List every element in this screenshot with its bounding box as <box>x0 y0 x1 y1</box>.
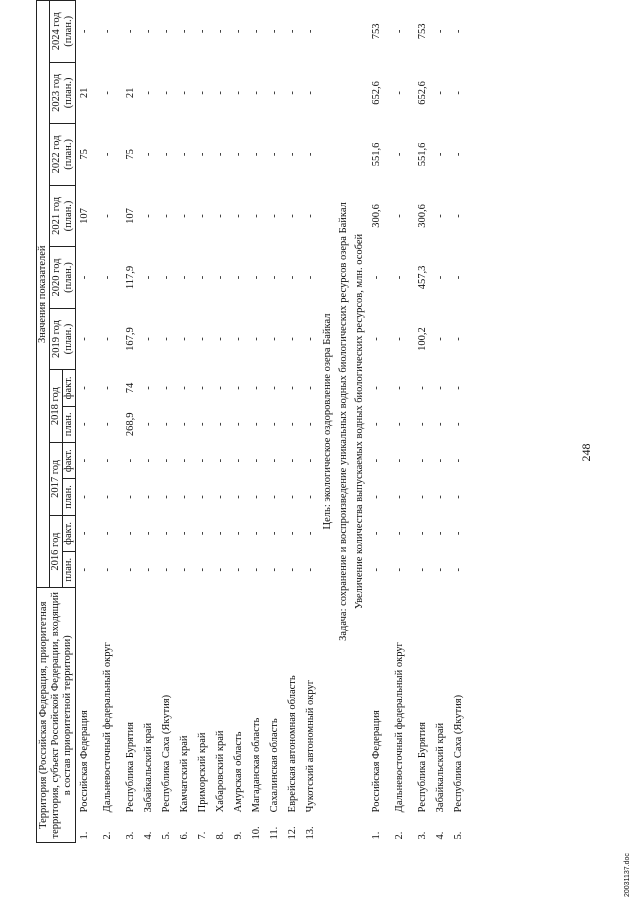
value-cell: 300,6 <box>417 204 428 228</box>
row-number: 1. <box>79 831 90 840</box>
value-cell: - <box>453 531 464 536</box>
value-cell: - <box>197 386 208 390</box>
value-cell: - <box>394 386 405 390</box>
value-cell: - <box>453 495 464 499</box>
value-cell: - <box>435 91 446 95</box>
value-cell: - <box>453 91 464 95</box>
value-cell: - <box>394 495 405 499</box>
value-cell: - <box>251 568 262 572</box>
value-cell: - <box>394 275 405 280</box>
value-cell: - <box>453 422 464 427</box>
header-territory: Территория (Российская Федерация, приоритетная территория, субъект Российской Федерации, входящий в состав приоритетной территории) <box>37 588 76 843</box>
value-cell: - <box>197 275 208 280</box>
value-cell: - <box>161 458 172 463</box>
value-cell: - <box>215 337 226 341</box>
table-row <box>122 1 140 843</box>
value-cell: - <box>102 568 113 572</box>
value-cell: - <box>102 214 113 218</box>
value-cell: - <box>435 568 446 572</box>
value-cell: - <box>102 458 113 463</box>
value-cell: - <box>179 568 190 572</box>
value-cell: - <box>79 531 90 536</box>
value-cell: - <box>453 29 464 34</box>
value-cell: - <box>161 275 172 280</box>
value-cell: - <box>197 422 208 427</box>
goal-text: Цель: экологическое оздоровление озера Байкал <box>322 313 333 530</box>
table-row <box>386 1 414 843</box>
value-cell: 753 <box>371 23 382 40</box>
table-row <box>414 1 432 843</box>
table-row <box>158 1 176 843</box>
value-cell: - <box>453 214 464 218</box>
territory-name: Забайкальский край <box>143 722 154 813</box>
indicator-text: Увеличение количества выпускаемых водных биологических ресурсов, млн. особей <box>354 233 365 610</box>
value-cell: 551,6 <box>371 142 382 167</box>
value-cell: - <box>435 337 446 341</box>
value-cell: 167,9 <box>125 327 136 351</box>
value-cell: - <box>125 568 136 572</box>
value-cell: 107 <box>125 208 136 224</box>
section2-body <box>368 1 468 843</box>
territory-name: Республика Бурятия <box>125 722 136 813</box>
value-cell: - <box>79 386 90 390</box>
value-cell: - <box>371 337 382 341</box>
value-cell: - <box>305 214 316 218</box>
table-row <box>432 1 450 843</box>
value-cell: - <box>251 214 262 218</box>
value-cell: - <box>371 495 382 499</box>
header-plan: план. <box>63 479 76 515</box>
value-cell: - <box>394 214 405 218</box>
value-cell: - <box>435 531 446 536</box>
value-cell: - <box>287 422 298 427</box>
value-cell: - <box>161 91 172 95</box>
row-number: 4. <box>435 831 446 840</box>
value-cell: - <box>102 275 113 280</box>
value-cell: - <box>435 495 446 499</box>
value-cell: - <box>287 214 298 218</box>
value-cell: - <box>233 458 244 463</box>
value-cell: - <box>197 214 208 218</box>
value-cell: - <box>269 386 280 390</box>
value-cell: - <box>197 91 208 95</box>
table-row <box>302 1 320 843</box>
value-cell: - <box>233 91 244 95</box>
value-cell: - <box>417 495 428 499</box>
value-cell: - <box>233 568 244 572</box>
value-cell: - <box>197 531 208 536</box>
territory-name: Магаданская область <box>251 717 262 813</box>
value-cell: - <box>417 531 428 536</box>
value-cell: - <box>143 337 154 341</box>
page-number: 248 <box>579 443 593 462</box>
value-cell: - <box>305 458 316 463</box>
value-cell: - <box>161 568 172 572</box>
value-cell: - <box>287 386 298 390</box>
header-2023: 2023 год (план.) <box>50 62 76 124</box>
value-cell: - <box>79 568 90 572</box>
row-number: 3. <box>417 831 428 840</box>
value-cell: - <box>102 531 113 536</box>
value-cell: - <box>161 29 172 34</box>
value-cell: 21 <box>79 87 90 99</box>
header-2022: 2022 год (план.) <box>50 124 76 186</box>
value-cell: - <box>435 29 446 34</box>
value-cell: - <box>305 495 316 499</box>
territory-name: Хабаровский край <box>215 730 226 813</box>
value-cell: - <box>287 91 298 95</box>
value-cell: - <box>269 29 280 34</box>
value-cell: - <box>102 152 113 157</box>
file-footer: 20031137.doc <box>624 853 631 897</box>
value-cell: - <box>435 214 446 218</box>
value-cell: - <box>197 568 208 572</box>
table-row <box>94 1 122 843</box>
value-cell: 551,6 <box>417 142 428 167</box>
value-cell: - <box>179 91 190 95</box>
value-cell: - <box>251 531 262 536</box>
value-cell: - <box>417 568 428 572</box>
value-cell: - <box>251 29 262 34</box>
row-number: 13. <box>305 826 316 840</box>
value-cell: - <box>125 458 136 463</box>
value-cell: - <box>251 422 262 427</box>
territory-name: Камчатский край <box>179 735 190 813</box>
header-2020: 2020 год (план.) <box>50 247 76 309</box>
value-cell: - <box>287 495 298 499</box>
value-cell: - <box>269 422 280 427</box>
table-row <box>284 1 302 843</box>
indicators-table <box>36 0 468 843</box>
value-cell: - <box>233 337 244 341</box>
value-cell: - <box>287 337 298 341</box>
value-cell: 21 <box>125 87 136 99</box>
value-cell: - <box>215 568 226 572</box>
value-cell: 652,6 <box>417 81 428 105</box>
row-number: 5. <box>161 831 172 840</box>
value-cell: - <box>102 337 113 341</box>
header-plan: план. <box>63 552 76 588</box>
value-cell: - <box>233 275 244 280</box>
value-cell: - <box>394 152 405 157</box>
value-cell: - <box>394 29 405 34</box>
table-row <box>176 1 194 843</box>
territory-name: Российская Федерация <box>371 710 382 813</box>
value-cell: - <box>435 422 446 427</box>
value-cell: - <box>102 91 113 95</box>
value-cell: - <box>197 458 208 463</box>
value-cell: - <box>179 458 190 463</box>
header-fact: факт. <box>63 515 76 551</box>
value-cell: 268,9 <box>125 412 136 437</box>
value-cell: - <box>269 214 280 218</box>
row-number: 2. <box>102 831 113 840</box>
value-cell: - <box>215 29 226 34</box>
value-cell: - <box>215 495 226 499</box>
value-cell: - <box>371 275 382 280</box>
value-cell: - <box>125 495 136 499</box>
value-cell: - <box>233 495 244 499</box>
header-2017: 2017 год <box>50 443 63 516</box>
value-cell: - <box>251 275 262 280</box>
value-cell: - <box>197 152 208 157</box>
value-cell: - <box>269 531 280 536</box>
territory-name: Дальневосточный федеральный округ <box>102 642 113 813</box>
value-cell: - <box>287 531 298 536</box>
value-cell: - <box>453 458 464 463</box>
header-fact: факт. <box>63 443 76 479</box>
value-cell: - <box>125 531 136 536</box>
value-cell: - <box>269 458 280 463</box>
row-number: 6. <box>179 831 190 840</box>
header-plan: план. <box>63 406 76 442</box>
value-cell: - <box>305 337 316 341</box>
value-cell: - <box>251 386 262 390</box>
value-cell: - <box>417 422 428 427</box>
value-cell: - <box>79 495 90 499</box>
value-cell: - <box>102 29 113 34</box>
value-cell: - <box>215 422 226 427</box>
header-fact: факт. <box>63 370 76 406</box>
value-cell: - <box>251 495 262 499</box>
value-cell: - <box>371 458 382 463</box>
value-cell: 753 <box>417 23 428 40</box>
territory-name: Республика Саха (Якутия) <box>161 694 172 813</box>
value-cell: 100,2 <box>417 327 428 351</box>
value-cell: - <box>161 337 172 341</box>
value-cell: - <box>102 386 113 390</box>
value-cell: - <box>179 152 190 157</box>
value-cell: - <box>394 531 405 536</box>
value-cell: - <box>79 422 90 427</box>
value-cell: - <box>371 568 382 572</box>
value-cell: 300,6 <box>371 204 382 228</box>
value-cell: - <box>233 152 244 157</box>
value-cell: - <box>394 458 405 463</box>
value-cell: - <box>143 386 154 390</box>
value-cell: - <box>102 495 113 499</box>
value-cell: - <box>251 91 262 95</box>
value-cell: - <box>161 495 172 499</box>
table-row <box>248 1 266 843</box>
value-cell: - <box>394 91 405 95</box>
table-row <box>368 1 386 843</box>
value-cell: - <box>233 29 244 34</box>
territory-name: Дальневосточный федеральный округ <box>394 642 405 813</box>
territory-name: Еврейская автономная область <box>287 675 298 813</box>
table-row <box>76 1 95 843</box>
row-number: 9. <box>233 831 244 840</box>
value-cell: - <box>197 29 208 34</box>
value-cell: - <box>215 152 226 157</box>
value-cell: - <box>125 29 136 34</box>
territory-name: Амурская область <box>233 731 244 813</box>
table-row <box>450 1 468 843</box>
value-cell: - <box>233 214 244 218</box>
value-cell: - <box>215 531 226 536</box>
value-cell: - <box>143 152 154 157</box>
value-cell: 457,3 <box>417 265 428 290</box>
row-number: 12. <box>287 826 298 840</box>
value-cell: - <box>79 275 90 280</box>
value-cell: - <box>453 337 464 341</box>
value-cell: - <box>179 337 190 341</box>
table-row <box>230 1 248 843</box>
value-cell: - <box>251 337 262 341</box>
value-cell: 75 <box>125 149 136 160</box>
value-cell: - <box>287 568 298 572</box>
value-cell: - <box>143 214 154 218</box>
value-cell: - <box>79 337 90 341</box>
value-cell: - <box>371 422 382 427</box>
value-cell: - <box>287 458 298 463</box>
value-cell: - <box>305 152 316 157</box>
value-cell: - <box>233 531 244 536</box>
value-cell: - <box>394 568 405 572</box>
value-cell: - <box>161 214 172 218</box>
value-cell: - <box>305 275 316 280</box>
value-cell: - <box>143 531 154 536</box>
territory-name: Чукотский автономный округ <box>305 679 316 813</box>
value-cell: - <box>269 152 280 157</box>
row-number: 2. <box>394 831 405 840</box>
value-cell: - <box>143 495 154 499</box>
value-cell: - <box>179 214 190 218</box>
value-cell: - <box>179 275 190 280</box>
value-cell: - <box>417 386 428 390</box>
value-cell: - <box>102 422 113 427</box>
value-cell: - <box>143 275 154 280</box>
header-2018: 2018 год <box>50 370 63 443</box>
value-cell: - <box>305 568 316 572</box>
row-number: 3. <box>125 831 136 840</box>
value-cell: - <box>269 495 280 499</box>
value-cell: - <box>305 386 316 390</box>
row-number: 4. <box>143 831 154 840</box>
value-cell: - <box>453 275 464 280</box>
header-2016: 2016 год <box>50 515 63 588</box>
value-cell: - <box>305 531 316 536</box>
value-cell: - <box>215 275 226 280</box>
value-cell: - <box>179 531 190 536</box>
value-cell: - <box>251 458 262 463</box>
value-cell: - <box>453 152 464 157</box>
value-cell: - <box>435 458 446 463</box>
table-row <box>266 1 284 843</box>
value-cell: - <box>215 458 226 463</box>
value-cell: - <box>143 29 154 34</box>
value-cell: - <box>143 458 154 463</box>
value-cell: - <box>287 275 298 280</box>
value-cell: - <box>215 214 226 218</box>
territory-name: Республика Саха (Якутия) <box>453 694 464 813</box>
table-row <box>194 1 212 843</box>
value-cell: - <box>161 386 172 390</box>
value-cell: - <box>269 275 280 280</box>
value-cell: 652,6 <box>371 81 382 105</box>
value-cell: - <box>215 386 226 390</box>
value-cell: - <box>371 386 382 390</box>
value-cell: - <box>179 422 190 427</box>
value-cell: - <box>394 337 405 341</box>
row-number: 10. <box>251 826 262 840</box>
territory-name: Забайкальский край <box>435 722 446 813</box>
task-text: Задача: сохранение и воспроизведение уникальных водных биологических ресурсов озера Байкал <box>338 202 349 641</box>
header-2024: 2024 год (план.) <box>50 1 76 63</box>
territory-name: Республика Бурятия <box>417 722 428 813</box>
value-cell: - <box>251 152 262 157</box>
value-cell: - <box>435 152 446 157</box>
value-cell: - <box>179 386 190 390</box>
value-cell: - <box>79 29 90 34</box>
header-2021: 2021 год (план.) <box>50 185 76 247</box>
section1-body <box>76 1 321 843</box>
section2-headings <box>320 1 368 843</box>
value-cell: - <box>79 458 90 463</box>
value-cell: - <box>143 568 154 572</box>
value-cell: - <box>197 495 208 499</box>
territory-name: Приморский край <box>197 732 208 813</box>
value-cell: - <box>161 152 172 157</box>
value-cell: - <box>269 568 280 572</box>
value-cell: 74 <box>125 382 136 394</box>
header-values: Значения показателей <box>37 1 50 588</box>
value-cell: - <box>394 422 405 427</box>
value-cell: - <box>161 422 172 427</box>
value-cell: 107 <box>79 208 90 224</box>
row-number: 1. <box>371 831 382 840</box>
value-cell: - <box>435 386 446 390</box>
row-number: 7. <box>197 831 208 840</box>
value-cell: - <box>143 422 154 427</box>
value-cell: - <box>417 458 428 463</box>
value-cell: - <box>287 152 298 157</box>
table-row <box>212 1 230 843</box>
territory-name: Сахалинская область <box>269 718 280 813</box>
value-cell: - <box>269 91 280 95</box>
value-cell: - <box>453 568 464 572</box>
value-cell: - <box>161 531 172 536</box>
table-row <box>140 1 158 843</box>
value-cell: - <box>233 386 244 390</box>
value-cell: - <box>197 337 208 341</box>
row-number: 5. <box>453 831 464 840</box>
header-2019: 2019 год (план.) <box>50 308 76 370</box>
value-cell: - <box>435 275 446 280</box>
value-cell: 117,9 <box>125 265 136 290</box>
value-cell: - <box>305 422 316 427</box>
value-cell: - <box>305 29 316 34</box>
value-cell: - <box>215 91 226 95</box>
value-cell: - <box>143 91 154 95</box>
row-number: 8. <box>215 831 226 840</box>
value-cell: - <box>287 29 298 34</box>
value-cell: - <box>179 29 190 34</box>
value-cell: 75 <box>79 149 90 160</box>
value-cell: - <box>233 422 244 427</box>
territory-name: Российская Федерация <box>79 710 90 813</box>
row-number: 11. <box>269 826 280 840</box>
value-cell: - <box>453 386 464 390</box>
value-cell: - <box>179 495 190 499</box>
value-cell: - <box>305 91 316 95</box>
value-cell: - <box>269 337 280 341</box>
value-cell: - <box>371 531 382 536</box>
